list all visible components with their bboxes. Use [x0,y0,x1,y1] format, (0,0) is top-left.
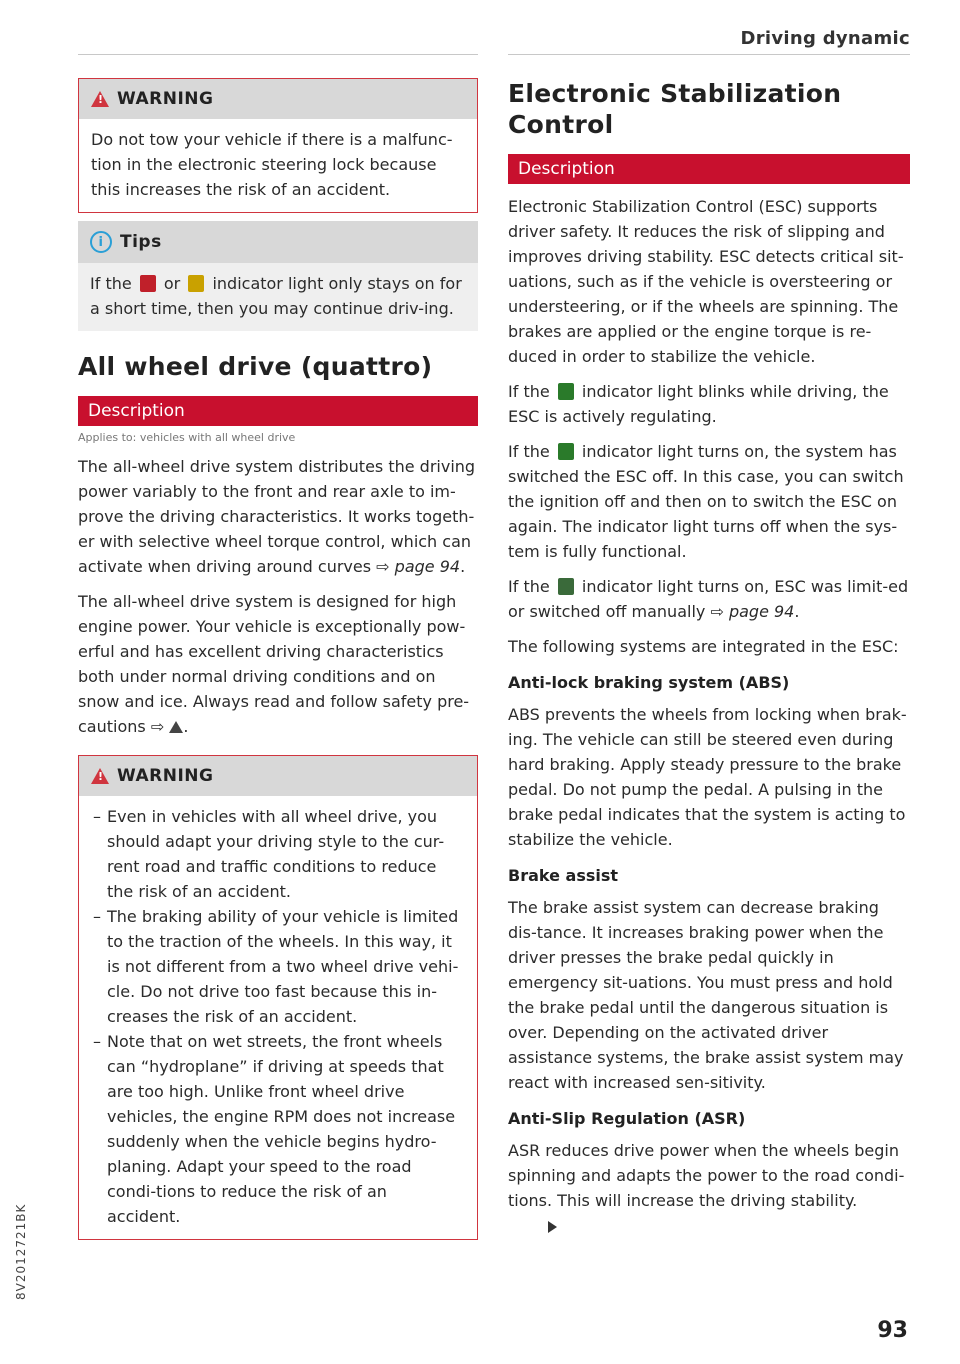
paragraph-text: The all-wheel drive system is designed for high engine power. Your vehicle is exceptionally pow-erful and has excellent driving characteristics both under normal driving conditions and on snow and ice. Always read and follow safety pre-cautions [78,592,470,736]
list-item: – The braking ability of your vehicle is limited to the traction of the wheels. In this way, it is not different from a two wheel drive vehi-cle. Do not drive too fast because this in-creases the risk of an accident. [91,904,465,1029]
header-rule [78,54,478,55]
document-code: 8V2012721BK [14,1203,28,1300]
paragraph-esc-4 [508,574,910,624]
paragraph-awd-2 [78,589,478,739]
warning-body: Do not tow your vehicle if there is a malfunc-tion in the electronic steering lock because this increases the risk of an accident. [91,130,453,199]
page-number: 93 [877,1318,908,1343]
tips-text-b: or [163,274,181,293]
warning-box-steering [78,78,478,213]
paragraph-esc-5: The following systems are integrated in the ESC: [508,637,899,656]
paragraph-text: ASR reduces drive power when the wheels begin spinning and adapts the power to the road condi-tions. This will increase the driving stability. [508,1141,905,1210]
warning-reference-link[interactable]: ⇨ [150,717,165,736]
description-bar: Description [508,154,910,184]
paragraph-text: indicator light turns on, ESC was limit-ed or switched off manually [508,577,909,621]
paragraph-esc-1: Electronic Stabilization Control (ESC) supports driver safety. It reduces the risk of slipping and improves driving stability. ESC detects critical sit-uations, such as if the vehicle is oversteering or understeering, or if the wheels are spinning. The brakes are applied or the engine torque is re-duced in order to stabilize the vehicle. [508,197,904,366]
warning-triangle-icon [91,91,109,107]
tips-text-a: If the [90,274,132,293]
tips-header [78,221,478,263]
tips-box [78,221,478,331]
paragraph-text: indicator light blinks while driving, the ESC is actively regulating. [508,382,889,426]
paragraph-abs: ABS prevents the wheels from locking when brak-ing. The vehicle can still be steered even during hard braking. Apply steady pressure to the brake pedal. Do not pump the pedal. A pulsing in the brake pedal indicates that the system is acting to stabilize the vehicle. [508,705,907,849]
paragraph-text: indicator light turns on, the system has switched the ESC off. In this case, you can switch the ignition off and then on to switch the ESC on again. The indicator light turns off when the sys-tem is fully functional. [508,442,904,561]
continue-arrow-icon [548,1221,557,1233]
tips-title: Tips [120,232,162,252]
warning-box-awd [78,755,478,1240]
right-column [508,78,910,1238]
paragraph-esc-2 [508,379,910,429]
description-bar: Description [78,396,478,426]
paragraph-text: If the [508,382,550,401]
paragraph-esc-3 [508,439,910,564]
subheading-asr: Anti-Slip Regulation (ASR) [508,1109,746,1128]
esc-indicator-icon [558,383,574,400]
steering-lock-red-indicator-icon [140,275,156,292]
paragraph-text: If the [508,442,550,461]
section-title-esc: Electronic Stabilization Control [508,79,842,139]
subheading-abs: Anti-lock braking system (ABS) [508,673,790,692]
paragraph-awd-1 [78,454,478,579]
info-icon: i [90,231,112,253]
warning-triangle-icon [169,721,183,733]
subheading-brake-assist: Brake assist [508,866,619,885]
warning-header [79,79,477,119]
list-item: – Note that on wet streets, the front wheels can “hydroplane” if driving at speeds that are too high. Unlike front wheel drive vehicles, the engine RPM does not increase suddenly when the vehicle begins hydro-planing. Adapt your speed to the road condi-tions to reduce the risk of an accident. [91,1029,465,1229]
punctuation: . [183,717,189,736]
warning-title: WARNING [117,89,214,109]
tips-text-c: indicator light only stays on for a short time, then you may continue driv-ing. [90,274,462,318]
paragraph-text: If the [508,577,550,596]
paragraph-brake-assist: The brake assist system can decrease braking dis-tance. It increases braking power when the driver presses the brake pedal quickly in emergency sit-uations. You must press and hold the brake pedal until the dangerous situation is over. Depending on the activated driver assistance systems, the brake assist system may react with increased sen-sitivity. [508,898,904,1092]
applies-to: Applies to: vehicles with all wheel drive [78,431,296,444]
warning-body [79,796,477,1239]
esc-limited-indicator-icon [558,578,574,595]
paragraph-asr [508,1138,910,1238]
punctuation: . [460,557,466,576]
paragraph-text: The all-wheel drive system distributes the driving power variably to the front and rear axle to im-prove the driving characteristics. It works togeth-er with selective wheel torque control, which can activate when driving around curves [78,457,476,576]
header-rule [508,54,910,55]
warning-triangle-icon [91,768,109,784]
tips-body [78,263,478,331]
left-column [78,78,478,1248]
warning-list [91,804,465,1229]
warning-header [79,756,477,796]
list-item: – Even in vehicles with all wheel drive, you should adapt your driving style to the cur-rent road and traffic conditions to reduce the risk of an accident. [91,804,465,904]
warning-title: WARNING [117,766,214,786]
page-reference-link[interactable]: ⇨ page 94 [376,557,461,576]
esc-off-indicator-icon [558,443,574,460]
section-title-quattro: All wheel drive (quattro) [78,352,433,381]
punctuation: . [794,602,800,621]
steering-lock-yellow-indicator-icon [188,275,204,292]
page-reference-link[interactable]: ⇨ page 94 [710,602,795,621]
header-title: Driving dynamic [740,28,910,49]
